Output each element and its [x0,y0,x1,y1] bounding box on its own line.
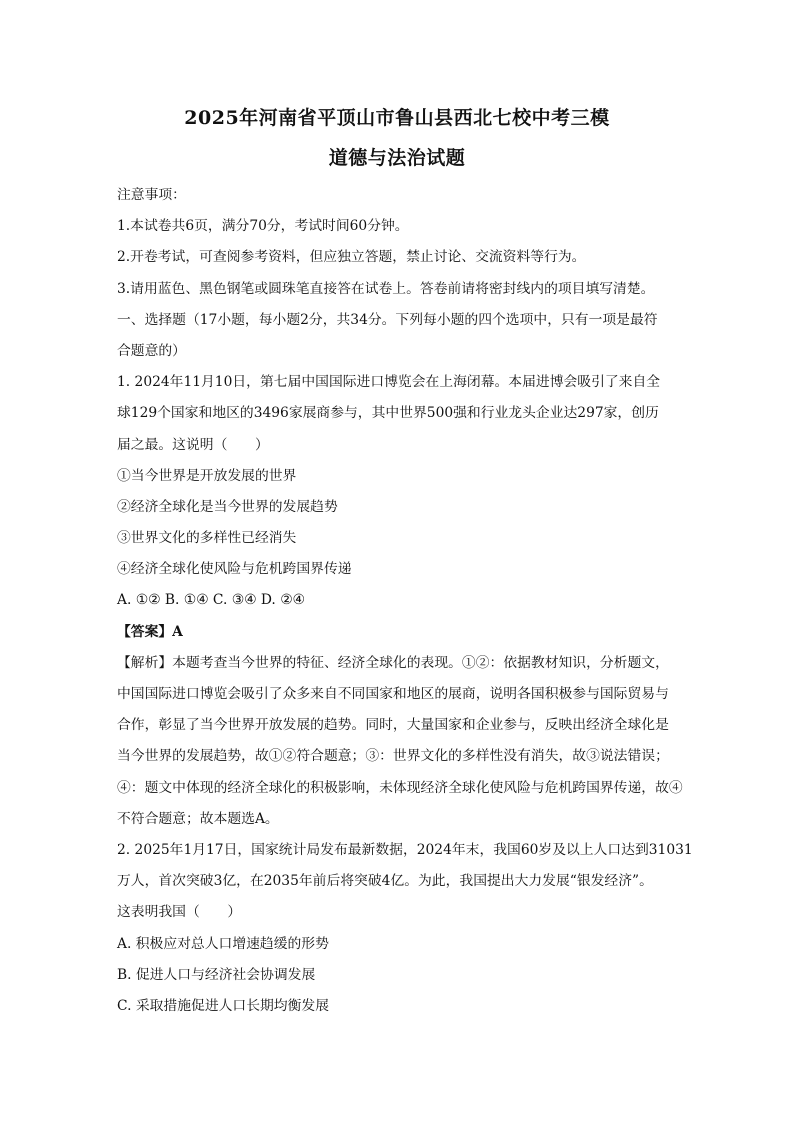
question-1-statement: ③世界文化的多样性已经消失 [117,530,297,547]
notice-item-3: 3.请用蓝色、黑色钢笔或圆珠笔直接答在试卷上。答卷前请将密封线内的项目填写清楚。 [117,280,655,297]
question-1-stem: 届之最。这说明（ ） [117,436,269,453]
question-1-options: A. ①② B. ①④ C. ③④ D. ②④ [117,592,305,609]
question-1-statement: ②经济全球化是当今世界的发展趋势 [117,498,338,515]
answer-label: 【答案】A [117,623,183,640]
question-1-stem: 1. 2024年11月10日，第七届中国国际进口博览会在上海闭幕。本届进博会吸引了来自全 [117,374,661,391]
exam-subject-title: 道德与法治试题 [328,147,466,169]
question-2-stem: 万人，首次突破3亿，在2035年前后将突破4亿。为此，我国提出大力发展“银发经济”。 [117,873,653,890]
section-heading: 一、选择题（17小题，每小题2分，共34分。下列每小题的四个选项中，只有一项是最符 [117,311,658,328]
section-heading-cont: 合题意的） [117,342,186,359]
question-1-stem: 球129个国家和地区的3496家展商参与，其中世界500强和行业龙头企业达297家，创历 [117,405,659,422]
exam-title: 2025年河南省平顶山市鲁山县西北七校中考三模 [184,107,610,129]
notice-item-1: 1.本试卷共6页，满分70分，考试时间60分钟。 [117,218,409,235]
analysis-text: 中国国际进口博览会吸引了众多来自不同国家和地区的展商，说明各国积极参与国际贸易与 [117,686,669,702]
analysis-text: ④：题文中体现的经济全球化的积极影响，未体现经济全球化使风险与危机跨国界传递，故④ [117,779,683,796]
analysis-text: 【解析】本题考查当今世界的特征、经济全球化的表现。①②：依据教材知识，分析题文， [117,654,669,671]
analysis-text: 当今世界的发展趋势，故①②符合题意；③：世界文化的多样性没有消失，故③说法错误； [117,748,669,765]
document-body [117,186,693,1028]
analysis-text: 合作，彰显了当今世界开放发展的趋势。同时，大量国家和企业参与，反映出经济全球化是 [117,717,669,734]
notice-heading: 注意事项： [117,187,186,203]
question-2-option-a: A. 积极应对总人口增速趋缓的形势 [117,935,329,952]
notice-item-2: 2.开卷考试，可查阅参考资料，但应独立答题，禁止讨论、交流资料等行为。 [117,249,586,266]
question-1-statement: ①当今世界是开放发展的世界 [117,467,297,484]
question-2-stem: 这表明我国（ ） [117,904,242,921]
analysis-text: 不符合题意；故本题选A。 [117,810,279,827]
question-2-stem: 2. 2025年1月17日，国家统计局发布最新数据，2024年末，我国60岁及以上人口达到31031 [117,841,693,858]
question-1-statement: ④经济全球化使风险与危机跨国界传递 [117,561,352,578]
question-2-option-c: C. 采取措施促进人口长期均衡发展 [117,997,329,1014]
question-2-option-b: B. 促进人口与经济社会协调发展 [117,966,316,983]
